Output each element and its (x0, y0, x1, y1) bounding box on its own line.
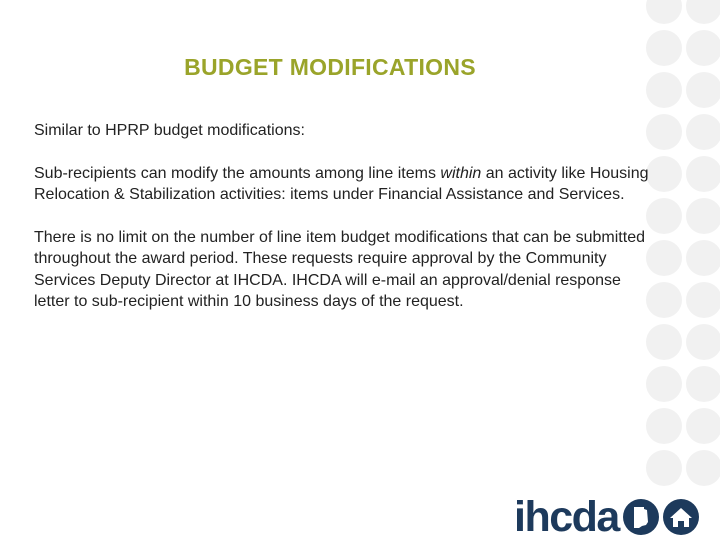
paragraph-limit: There is no limit on the number of line item budget modifications that can be submitted throughout the award period. These requests require approval by the Community Services Deputy Director at IHCDA. IHCDA will e-mail an approval/denial response letter to sub-recipient within 10 business days of the request. (34, 228, 645, 310)
house-icon (662, 498, 700, 536)
logo-icons (622, 498, 700, 536)
emphasis-within: within (440, 164, 482, 182)
logo-wordmark: ihcda (514, 493, 619, 540)
paragraph-sub-recipients-start: Sub-recipients can modify the amounts among line items (34, 164, 441, 182)
ihcda-logo (514, 494, 700, 540)
indiana-state-icon (622, 498, 660, 536)
paragraph-intro: Similar to HPRP budget modifications: (34, 122, 305, 139)
slide-body (34, 120, 659, 334)
paragraph-sub-recipients (34, 163, 659, 206)
slide-title: BUDGET MODIFICATIONS (184, 54, 476, 80)
paragraph-sub-recipients-end: an activity like Housing Relocation & Stabilization activities: items under Financial Assistance and Services. (34, 164, 649, 203)
